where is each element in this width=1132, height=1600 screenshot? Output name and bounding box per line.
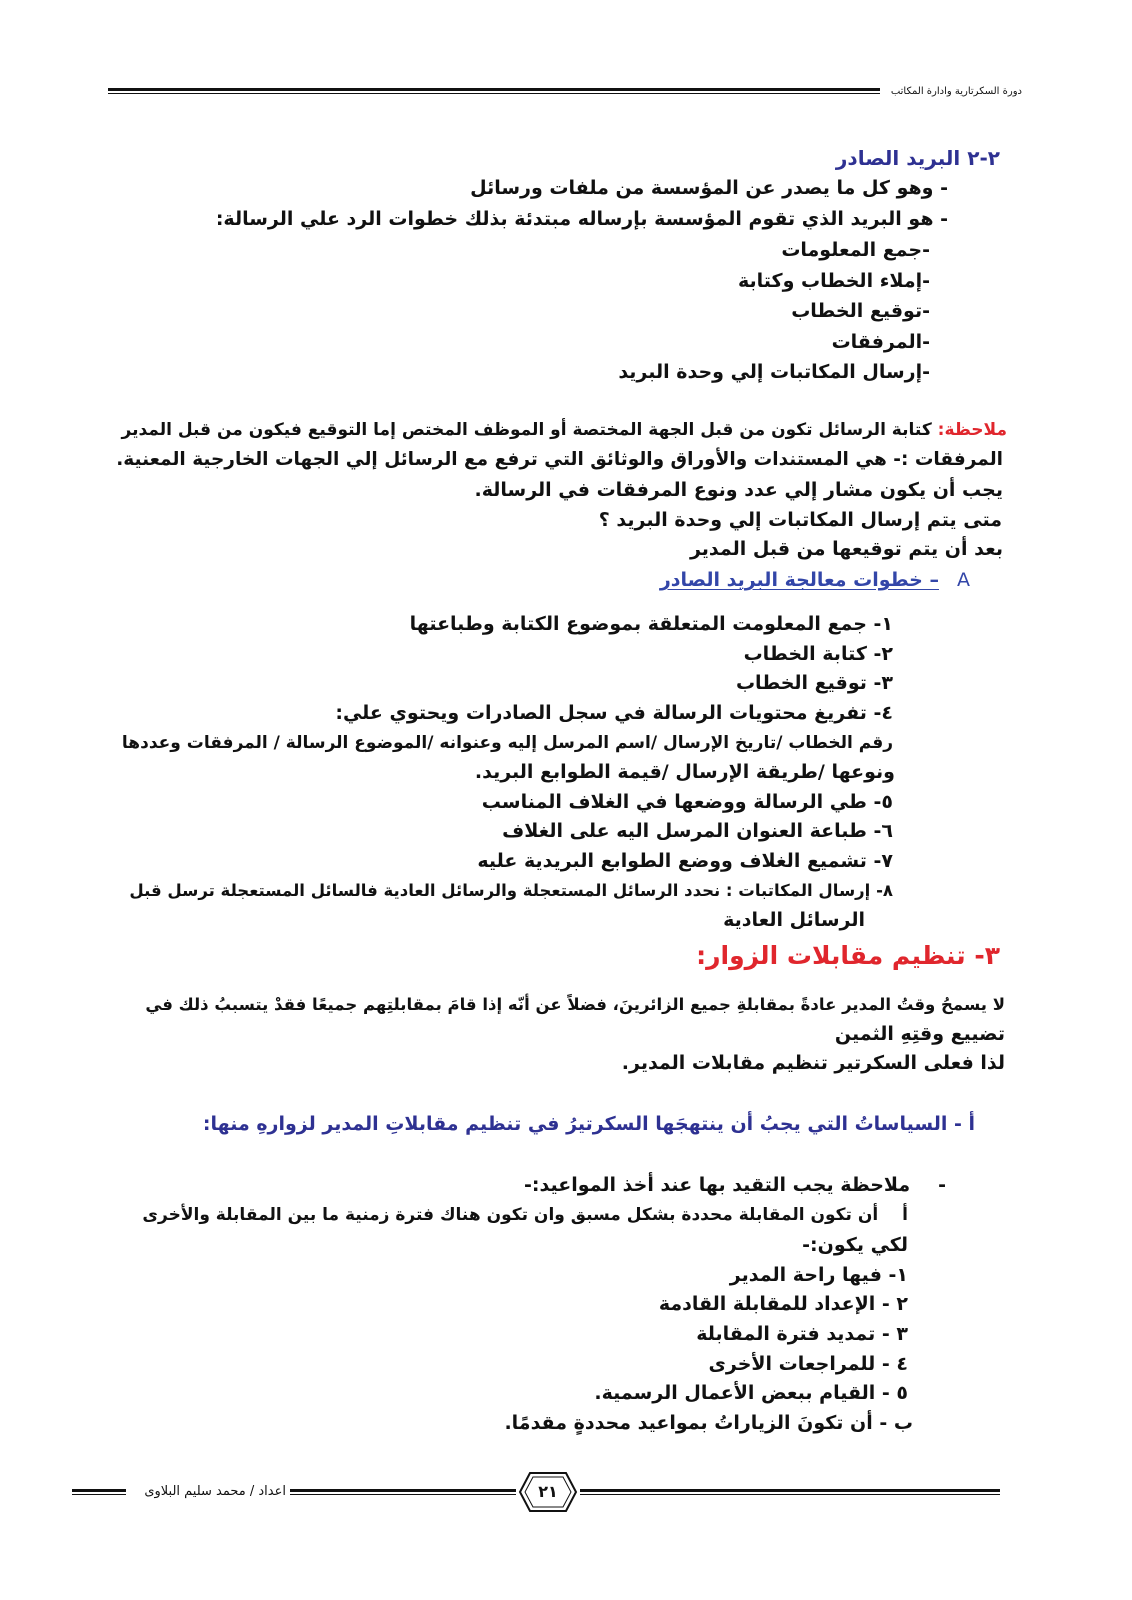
rule-item-a-text: أن تكون المقابلة محددة بشكل مسبق وان تكون هناك فترة زمنية ما بين المقابلة والأخرى (142, 1205, 879, 1225)
reply-step-item: -المرفقات (831, 331, 930, 353)
reply-step-item: -توقيع الخطاب (791, 300, 930, 322)
course-title: دورة السكرتارية وادارة المكاتب (890, 86, 1022, 97)
reason-item: ٣ - تمديد فترة المقابلة (696, 1323, 908, 1345)
subheading-processing (500, 565, 970, 595)
reply-step-item: -إرسال المكاتبات إلي وحدة البريد (618, 361, 930, 383)
footer-rule-right (580, 1489, 1000, 1495)
definition-line: - وهو كل ما يصدر عن المؤسسة من ملفات ورسائل (470, 177, 948, 199)
page-number: ٢١ (538, 1482, 558, 1501)
reason-item: ١- فيها راحة المدير (729, 1264, 908, 1286)
footer-author: اعداد / محمد سليم البلاوى (144, 1484, 286, 1499)
definition-line: - هو البريد الذي تقوم المؤسسة بإرساله مبتدئة بذلك خطوات الرد علي الرسالة: (215, 208, 948, 230)
processing-step-continuation: ونوعها /طريقة الإرسال /قيمة الطوابع البريد. (474, 761, 895, 783)
reason-item: ٢ - الإعداد للمقابلة القادمة (658, 1293, 908, 1315)
subheading-marker: A (957, 569, 970, 591)
section-heading-visitors: ٣- تنظيم مقابلات الزوار: (696, 941, 1000, 970)
appointment-rule-text: ملاحظة يجب التقيد بها عند أخذ المواعيد:- (524, 1174, 911, 1196)
reply-step-item: -جمع المعلومات (781, 239, 930, 261)
processing-step: ٢- كتابة الخطاب (743, 643, 893, 665)
reason-item: ٤ - للمراجعات الأخرى (708, 1353, 908, 1375)
processing-step-continuation: رقم الخطاب /تاريخ الإرسال /اسم المرسل إليه وعنوانه /الموضوع الرسالة / المرفقات وعددها (121, 733, 893, 753)
note-label: ملاحظة: (937, 420, 1007, 440)
policies-heading: أ - السياساتُ التي يجبُ أن ينتهجَها السكرتيرُ في تنظيم مقابلاتِ المدير لزوارهِ منها: (202, 1113, 975, 1135)
footer-rule-middle (290, 1489, 516, 1495)
section-heading-outgoing-mail: ٢-٢ البريد الصادر (835, 146, 1000, 170)
paragraph-line: تضييع وقتِهِ الثمين (834, 1023, 1005, 1045)
reply-step-item: -إملاء الخطاب وكتابة (737, 270, 930, 292)
processing-step: ١- جمع المعلومت المتعلقة بموضوع الكتابة وطباعتها (409, 613, 893, 635)
paragraph-line: لا يسمحُ وقتُ المدير عادةً بمقابلةِ جميع الزائرينَ، فضلاً عن أنّه إذا قامَ بمقابلتِهم جميعًا فقدْ يتسببُ ذلك في (145, 995, 1005, 1014)
rule-item-b: ب - أن تكونَ الزياراتُ بمواعيد محددةٍ مقدمًا. (504, 1412, 913, 1434)
paragraph-line: لذا فعلى السكرتير تنظيم مقابلات المدير. (621, 1052, 1005, 1074)
answer-line: بعد أن يتم توقيعها من قبل المدير (689, 538, 1003, 560)
note-line (105, 415, 1007, 445)
processing-step: ٣- توقيع الخطاب (735, 672, 893, 694)
processing-step: ٧- تشميع الغلاف ووضع الطوابع البريدية عليه (477, 850, 893, 872)
rule-item-a (133, 1200, 908, 1230)
subheading-title: – خطوات معالجة البريد الصادر (659, 569, 939, 591)
footer-rule-left (72, 1489, 126, 1495)
attachments-line: يجب أن يكون مشار إلي عدد ونوع المرفقات في الرسالة. (474, 479, 1003, 501)
rule-item-a-continuation: لكي يكون:- (802, 1234, 908, 1256)
question-line: متى يتم إرسال المكاتبات إلي وحدة البريد ؟ (598, 509, 1002, 531)
note-text: كتابة الرسائل تكون من قبل الجهة المختصة أو الموظف المختص إما التوقيع فيكون من قبل المدير (121, 420, 932, 440)
processing-step: ٦- طباعة العنوان المرسل اليه على الغلاف (502, 820, 893, 842)
rule-item-a-marker: أ (902, 1205, 908, 1225)
reason-item: ٥ - القيام ببعض الأعمال الرسمية. (594, 1382, 908, 1404)
bullet-dash: - (938, 1174, 946, 1196)
processing-step: ٤- تفريغ محتويات الرسالة في سجل الصادرات ويحتوي علي: (335, 702, 893, 724)
processing-step: ٨- إرسال المكاتبات : نحدد الرسائل المستعجلة والرسائل العادية فالسائل المستعجلة ترسل قبل (129, 881, 893, 900)
processing-step-continuation: الرسائل العادية (723, 909, 865, 931)
header-rule (108, 88, 880, 94)
processing-step: ٥- طي الرسالة ووضعها في الغلاف المناسب (481, 791, 893, 813)
appointment-rule (400, 1170, 946, 1200)
attachments-line: المرفقات :- هي المستندات والأوراق والوثائق التي ترفع مع الرسائل إلي الجهات الخارجية المعنية. (116, 449, 1003, 470)
